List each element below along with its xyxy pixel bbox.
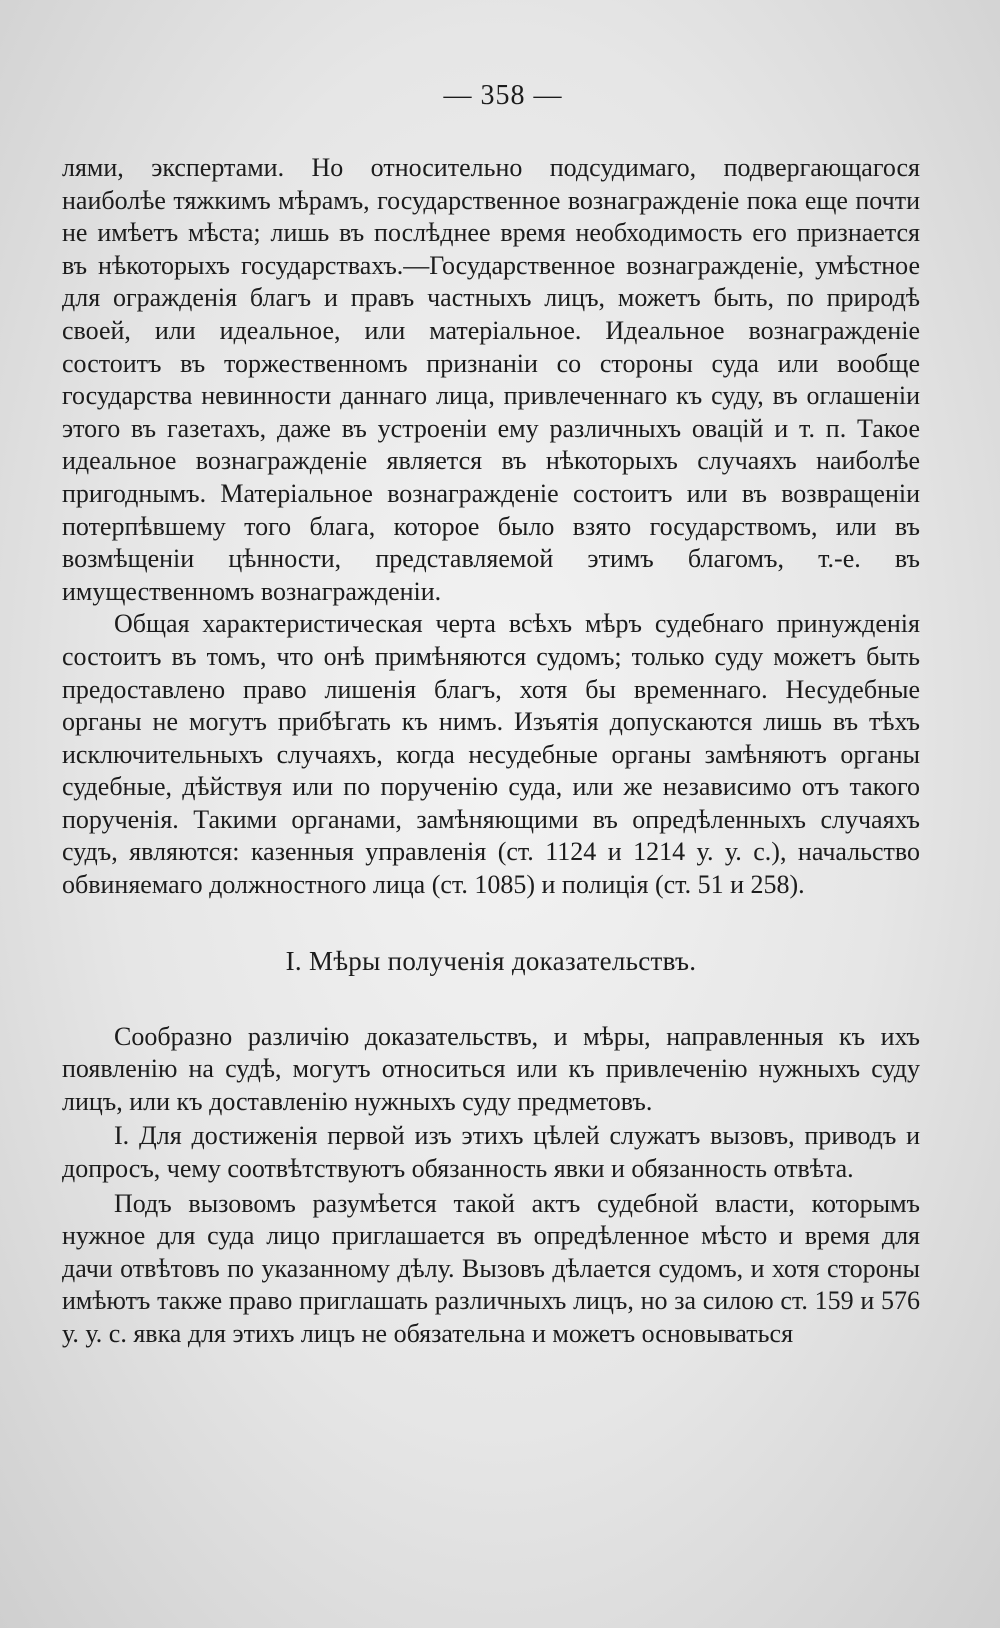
section-paragraph-2: I. Для достиженія первой изъ этихъ цѣлей служатъ вызовъ, приводъ и допросъ, чему соотвѣтствуютъ обязанность явки и обязанность отвѣта. bbox=[62, 1121, 920, 1184]
section-paragraph-1: Сообразно различію доказательствъ, и мѣры, направленныя къ ихъ появленію на судѣ, могутъ относиться или къ привлеченію нужныхъ суду лицъ, или къ доставленію нужныхъ суду предметовъ. bbox=[62, 1021, 920, 1116]
paragraph-1: лями, экспертами. Но относительно подсудимаго, подвергающагося наиболѣе тяжкимъ мѣрамъ, государственное вознагражденіе пока еще почти не имѣетъ мѣста; лишь въ послѣднее время необходимость его признается въ нѣкоторыхъ государствахъ.—Государственное вознагражденіе, умѣстное для огражденія благъ и правъ частныхъ лицъ, можетъ быть, по природѣ своей, или идеальное, или матеріальное. Идеальное вознагражденіе состоитъ въ торжественномъ признаніи со стороны суда или вообще государства невинности даннаго лица, привлеченнаго къ суду, въ оглашеніи этого въ газетахъ, даже въ устроеніи ему различныхъ овацій и т. п. Такое идеальное вознагражденіе является въ нѣкоторыхъ случаяхъ наиболѣе пригоднымъ. Матеріальное вознагражденіе состоитъ или въ возвращеніи потерпѣвшему того блага, которое было взято государствомъ, или въ возмѣщеніи цѣнности, представляемой этимъ благомъ, т.-е. въ имущественномъ вознагражденіи. bbox=[62, 153, 920, 606]
section-paragraph-3: Подъ вызовомъ разумѣется такой актъ судебной власти, которымъ нужное для суда лицо приглашается въ опредѣленное мѣсто и время для дачи отвѣтовъ по указанному дѣлу. Вызовъ дѣлается судомъ, и хотя стороны имѣютъ также право приглашать различныхъ лицъ, но за силою ст. 159 и 576 у. у. с. явка для этихъ лицъ не обязательна и можетъ основываться bbox=[62, 1188, 920, 1348]
section-title: I. Мѣры полученія доказательствъ. bbox=[285, 945, 697, 976]
paragraph-2: Общая характеристическая черта всѣхъ мѣръ судебнаго принужденія состоитъ въ томъ, что онѣ примѣняются судомъ; только суду можетъ быть предоставлено право лишенія благъ, хотя бы временнаго. Несудебные органы не могутъ прибѣгать къ нимъ. Изъятія допускаются лишь въ тѣхъ исключительныхъ случаяхъ, когда несудебные органы замѣняютъ органы судебные, дѣйствуя или по порученію суда, или же независимо отъ такого порученія. Такими органами, замѣняющими въ опредѣленныхъ случаяхъ судъ, являются: казенныя управленія (ст. 1124 и 1214 у. у. с.), начальство обвиняемаго должностного лица (ст. 1085) и полиція (ст. 51 и 258). bbox=[62, 609, 920, 900]
page-number: — 358 — bbox=[443, 80, 563, 111]
